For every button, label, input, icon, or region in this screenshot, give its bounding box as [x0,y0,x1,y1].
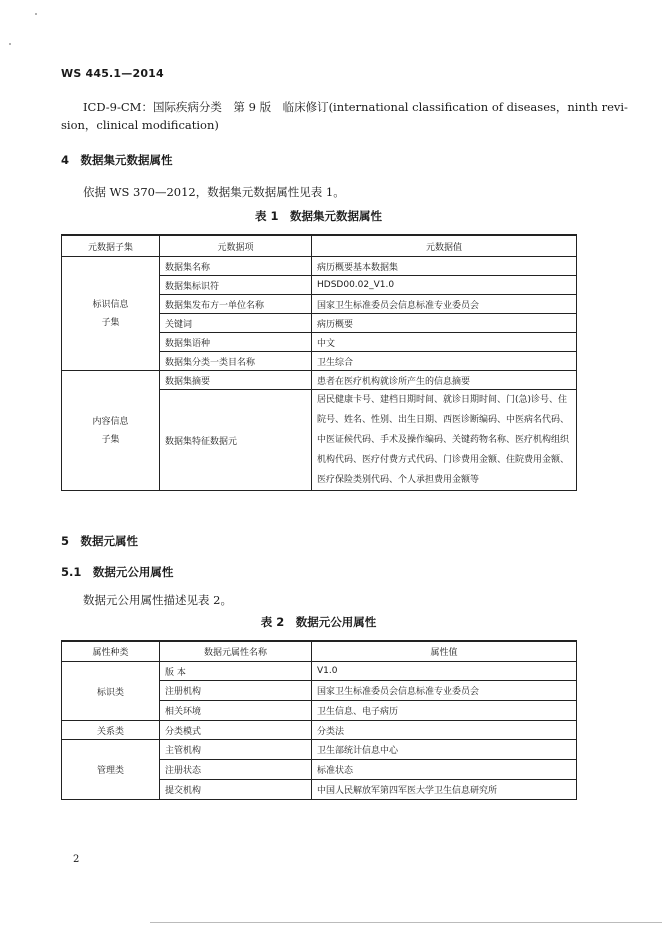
table-2-attribute: 版 本 [160,662,312,681]
table-1-value: 病历概要基本数据集 [312,257,577,276]
section-5-heading: 5 数据元属性 [61,534,139,548]
table-1-header-value: 元数据值 [312,235,577,257]
table-1-value: 居民健康卡号、建档日期时间、就诊日期时间、门(急)诊号、住院号、姓名、性别、出生日期、西医诊断编码、中医病名代码、中医证候代码、手术及操作编码、关键药物名称、医疗机构组织机构代码、医疗付费方式代码、门诊费用金额、住院费用金额、医疗保险类别代码、个人承担费用金额等 [312,390,577,491]
table-1-header-item: 元数据项 [160,235,312,257]
table-2-value: 分类法 [312,721,577,740]
table-row [62,740,577,760]
table-1-value: 国家卫生标准委员会信息标准专业委员会 [312,295,577,314]
table-2-value: 标准状态 [312,760,577,780]
table-1-item: 数据集分类一类目名称 [160,352,312,371]
page-edge-line [150,922,662,923]
table-1-value: 病历概要 [312,314,577,333]
section-4-heading: 4 数据集元数据属性 [61,153,173,167]
table-1-item: 数据集摘要 [160,371,312,390]
table-1-item: 数据集特征数据元 [160,390,312,491]
table-2-attribute: 主管机构 [160,740,312,760]
table-1-caption: 表 1 数据集元数据属性 [254,209,382,223]
table-2-header-attribute: 数据元属性名称 [160,641,312,662]
table-2-value: 卫生部统计信息中心 [312,740,577,760]
table-1-value: 中文 [312,333,577,352]
section-5-1-heading: 5.1 数据元公用属性 [61,565,174,579]
table-1-item: 数据集标识符 [160,276,312,295]
table-1-item: 数据集名称 [160,257,312,276]
table-1 [61,234,577,491]
table-row [62,371,577,390]
table-1-item: 数据集语种 [160,333,312,352]
table-1-value: 卫生综合 [312,352,577,371]
table-1-item: 关键词 [160,314,312,333]
table-2-attribute: 相关环境 [160,701,312,721]
standard-code: WS 445.1—2014 [61,67,164,80]
table-2-header-row [62,641,577,662]
table-2-group-identification: 标识类 [62,662,160,721]
table-2-attribute: 注册状态 [160,760,312,780]
table-1-group-identification: 标识信息子集 [62,257,160,371]
table-1-value: HDSD00.02_V1.0 [312,276,577,295]
section-4-body: 依据 WS 370—2012，数据集元数据属性见表 1。 [83,185,345,199]
table-row [62,721,577,740]
table-2-value: 中国人民解放军第四军医大学卫生信息研究所 [312,780,577,800]
table-1-header-subset: 元数据子集 [62,235,160,257]
page-number: 2 [73,854,80,865]
table-1-item: 数据集发布方一单位名称 [160,295,312,314]
intro-line-1: ICD-9-CM：国际疾病分类 第 9 版 临床修订(international classification of diseases，ninth revi- [83,100,628,114]
table-row [62,257,577,276]
table-2-value: 国家卫生标准委员会信息标准专业委员会 [312,681,577,701]
table-2-value: 卫生信息、电子病历 [312,701,577,721]
table-2-value: V1.0 [312,662,577,681]
table-2-caption: 表 2 数据元公用属性 [260,615,377,629]
section-5-1-body: 数据元公用属性描述见表 2。 [83,593,232,607]
table-2-attribute: 提交机构 [160,780,312,800]
table-row [62,662,577,681]
table-1-group-content: 内容信息子集 [62,371,160,491]
table-2-group-relation: 关系类 [62,721,160,740]
table-2-group-management: 管理类 [62,740,160,800]
table-2-attribute: 分类模式 [160,721,312,740]
intro-line-2: sion，clinical modification) [61,118,219,132]
table-2-header-category: 属性种类 [62,641,160,662]
table-2-header-value: 属性值 [312,641,577,662]
table-2 [61,640,577,800]
table-1-value: 患者在医疗机构就诊所产生的信息摘要 [312,371,577,390]
table-1-header-row [62,235,577,257]
table-2-attribute: 注册机构 [160,681,312,701]
